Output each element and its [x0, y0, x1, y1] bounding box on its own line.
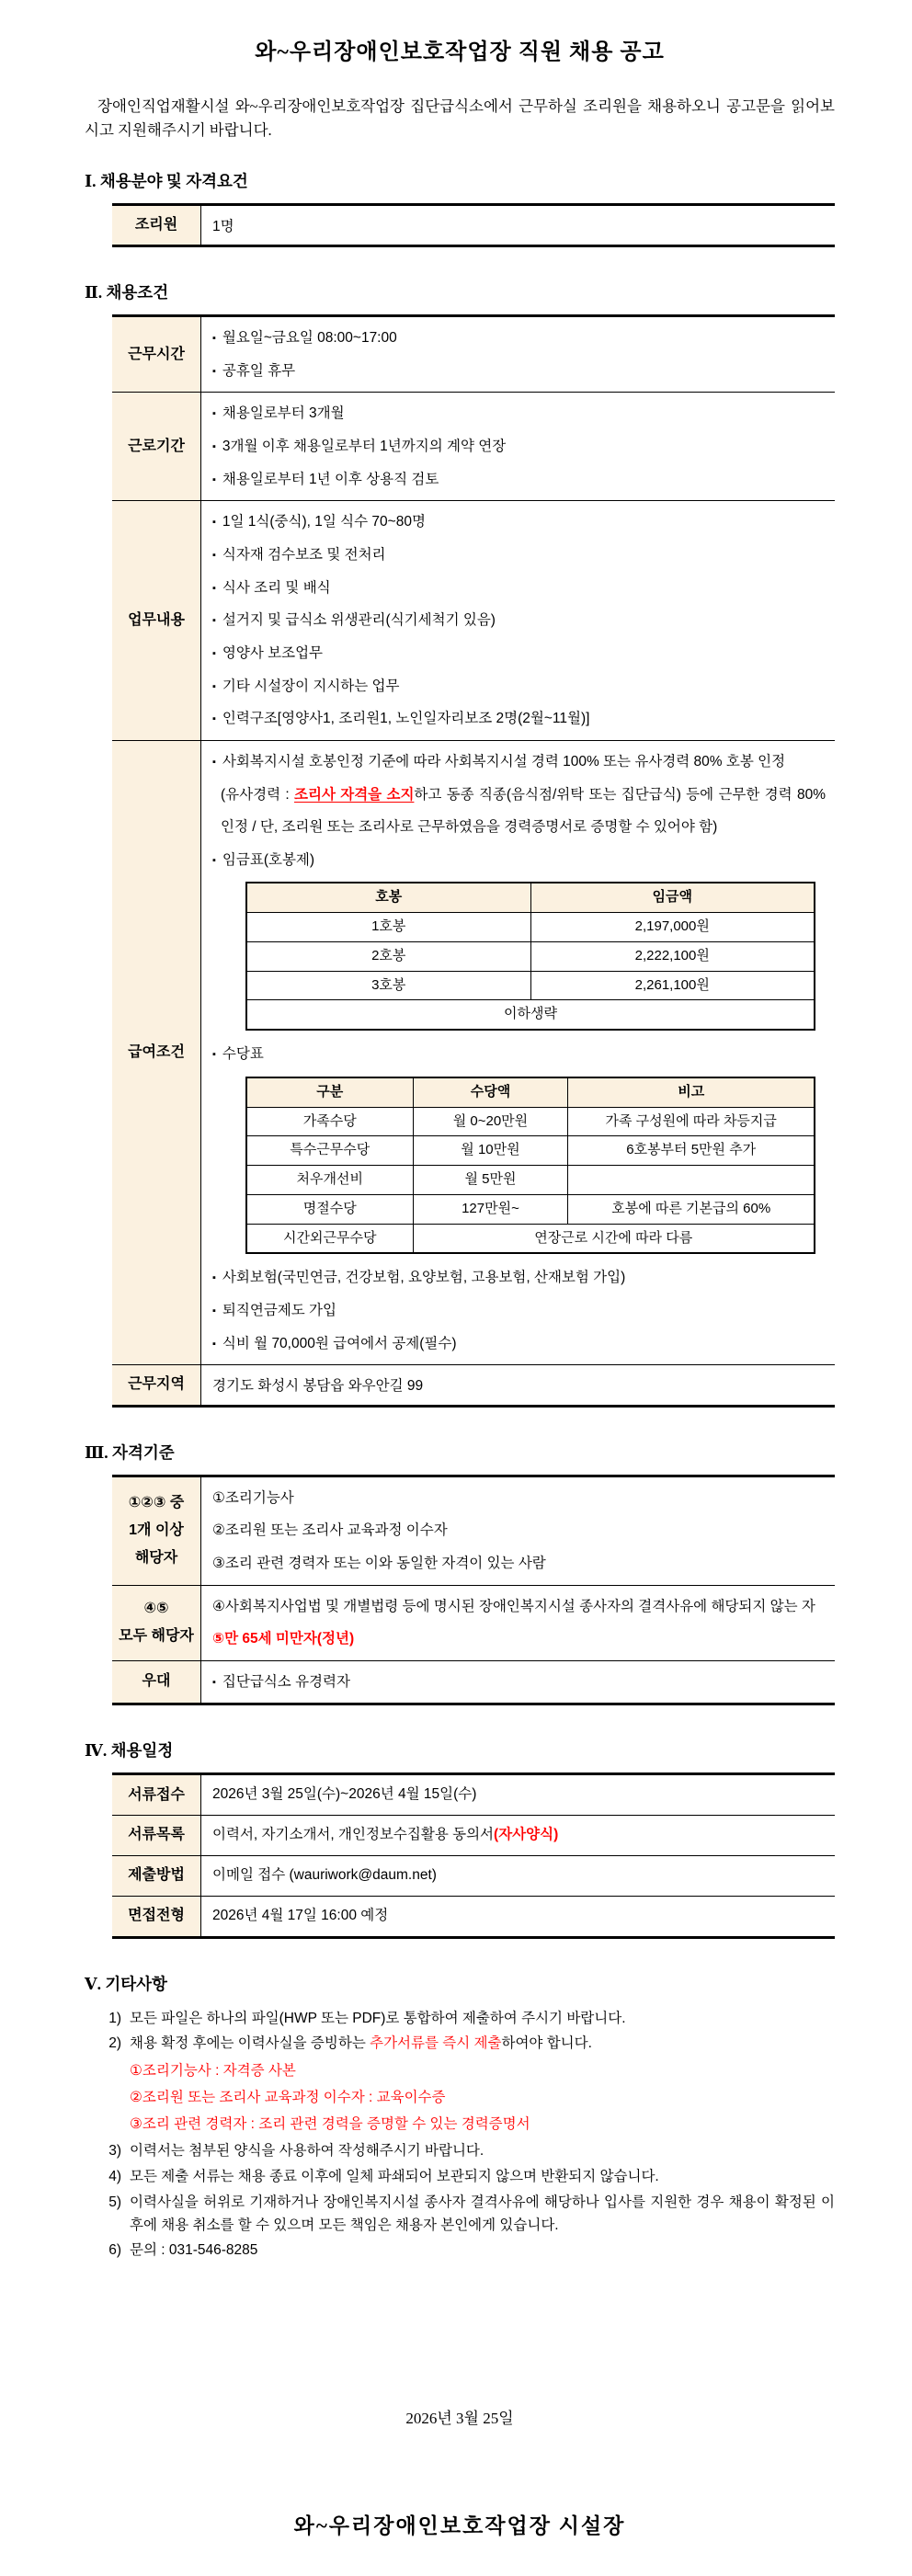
- bullet-item: ▪ 영양사 보조업무: [212, 637, 826, 670]
- document-list-red-note: (자사양식): [494, 1827, 559, 1843]
- row-value-work-period: [201, 393, 836, 501]
- bullet-item: ▪ 식자재 검수보조 및 전처리: [212, 539, 826, 572]
- row-label-all-of: [112, 1585, 201, 1660]
- table-row-document-list: [112, 1816, 835, 1856]
- allowance-category: 시간외근무수당: [246, 1224, 413, 1253]
- section5-heading: Ⅴ. 기타사항: [85, 1974, 167, 1993]
- qualification-item: ②조리원 또는 조리사 교육과정 이수자: [212, 1522, 448, 1539]
- allowance-header-category: 구분: [246, 1077, 413, 1107]
- list-item-text: [130, 2033, 835, 2056]
- bullet-item: ▪ 식사 조리 및 배식: [212, 572, 826, 605]
- section1-heading: Ⅰ. 채용분야 및 자격요건: [85, 171, 248, 190]
- item2-prefix: 채용 확정 후에는 이력사실을 증빙하는: [130, 2035, 370, 2052]
- allowance-amount: 월 0~20만원: [413, 1107, 568, 1136]
- allowance-header-amount: 수당액: [413, 1077, 568, 1107]
- label-line: ④⑤: [143, 1600, 169, 1616]
- table-row: [246, 1224, 815, 1253]
- table-row-work-period: [112, 393, 835, 501]
- list-item-text: 이력사실을 허위로 기재하거나 장애인복지시설 종사자 결격사유에 해당하나 입사를 지원한 경우 채용이 확정된 이후에 채용 취소를 할 수 있으며 모든 책임은 채용자 본인에게 있습니다.: [130, 2194, 835, 2233]
- qualification-item: ④사회복지사업법 및 개별법령 등에 명시된 장애인복지시설 종사자의 결격사유에 해당되지 않는 자: [212, 1598, 815, 1614]
- qualification-item-age-limit: ⑤만 65세 미만자(정년): [212, 1631, 355, 1647]
- list-item-number: 1): [108, 2010, 121, 2026]
- bullet-item-wage-table-label: ▪ 임금표(호봉제): [212, 844, 826, 877]
- bullet-item: ▪ 3개월 이후 채용일로부터 1년까지의 계약 연장: [212, 430, 826, 463]
- list-item: [99, 2008, 835, 2031]
- allowance-remark: 가족 구성원에 따라 차등지급: [568, 1107, 815, 1136]
- list-item: [99, 2033, 835, 2056]
- table-row-qualification-any: [112, 1476, 835, 1585]
- bullet-item: ▪ 채용일로부터 3개월: [212, 397, 826, 430]
- note-suffix: 하고 동종 직종(음식점/위탁 또는 집단급식) 등에 근무한 경력 80% 인정 / 단, 조리원 또는 조리사로 근무하였음을 경력증명서로 증명할 수 있어야 함): [221, 786, 826, 836]
- allowance-header-remark: 비고: [568, 1077, 815, 1107]
- table-row-qualification-all: [112, 1585, 835, 1660]
- table-row: [246, 1000, 815, 1030]
- qualification-table: [112, 1475, 835, 1706]
- label-line: ①②③ 중: [128, 1494, 185, 1510]
- wage-amount: 2,197,000원: [530, 913, 815, 942]
- allowance-category: 처우개선비: [246, 1166, 413, 1195]
- table-row: [112, 204, 835, 245]
- qualification-item: ③조리 관련 경력자 또는 이와 동일한 자격이 있는 사람: [212, 1555, 546, 1571]
- allowance-table: [245, 1077, 815, 1255]
- list-item-text: 이력서는 첨부된 양식을 사용하여 작성해주시기 바랍니다.: [130, 2143, 484, 2160]
- bullet-item: ▪ 1일 1식(중식), 1일 식수 70~80명: [212, 506, 826, 539]
- bullet-item-allowance-table-label: ▪ 수당표: [212, 1038, 826, 1071]
- row-label-preference: 우대: [112, 1660, 201, 1704]
- table-row: [246, 1136, 815, 1166]
- row-label-any-of: [112, 1476, 201, 1585]
- row-label-work-period: 근로기간: [112, 393, 201, 501]
- bullet-item: ▪ 기타 시설장이 지시하는 업무: [212, 670, 826, 703]
- row-value-interview: 2026년 4월 17일 16:00 예정: [212, 1907, 389, 1923]
- note-red-highlight: 조리사 자격을 소지: [294, 786, 415, 803]
- bullet-item: ▪ 집단급식소 유경력자: [212, 1666, 826, 1699]
- table-row-salary: [112, 740, 835, 1364]
- label-line: 모두 해당자: [119, 1628, 194, 1645]
- row-label-application-period: 서류접수: [112, 1774, 201, 1816]
- list-item: [99, 2140, 835, 2163]
- table-row: [246, 1194, 815, 1224]
- section4-heading: Ⅳ. 채용일정: [85, 1741, 174, 1761]
- allowance-category: 명절수당: [246, 1194, 413, 1224]
- table-row: [246, 941, 815, 971]
- row-value-submission-method: 이메일 접수 (wauriwork@daum.net): [201, 1856, 836, 1897]
- bullet-item: ▪ 공휴일 휴무: [212, 355, 826, 388]
- list-item: [99, 2166, 835, 2189]
- label-line: 해당자: [134, 1550, 178, 1567]
- list-item-number: 6): [108, 2242, 121, 2259]
- row-value-work-hours: [201, 316, 836, 393]
- similar-career-note: [212, 779, 826, 844]
- wage-amount: 2,222,100원: [530, 941, 815, 971]
- bullet-item: ▪ 사회복지시설 호봉인정 기준에 따라 사회복지시설 경력 100% 또는 유사경력 80% 호봉 인정: [212, 746, 826, 779]
- list-item-number: 3): [108, 2143, 121, 2160]
- wage-grade: 2호봉: [246, 941, 530, 971]
- intro-paragraph: 장애인직업재활시설 와~우리장애인보호작업장 집단급식소에서 근무하실 조리원을 채용하오니 공고문을 읽어보시고 지원해주시기 바랍니다.: [85, 97, 835, 140]
- table-row-work-hours: [112, 316, 835, 393]
- row-label-salary: 급여조건: [112, 740, 201, 1364]
- wage-table: [245, 882, 815, 1031]
- bullet-item: ▪ 설거지 및 급식소 위생관리(식기세척기 있음): [212, 604, 826, 637]
- table-row-preference: [112, 1660, 835, 1704]
- row-value-duties: [201, 501, 836, 740]
- list-item-text: 모든 제출 서류는 채용 종료 이후에 일체 파쇄되어 보관되지 않으며 반환되지 않습니다.: [130, 2169, 659, 2185]
- bullet-item: ▪ 식비 월 70,000원 급여에서 공제(필수): [212, 1328, 826, 1361]
- wage-table-footer: 이하생략: [246, 1000, 815, 1030]
- qualification-item: ①조리기능사: [212, 1489, 294, 1506]
- sub-list-item: ②조리원 또는 조리사 교육과정 이수자 : 교육이수증: [130, 2089, 446, 2105]
- list-item-number: 4): [108, 2169, 121, 2185]
- table-header-row: [246, 883, 815, 912]
- list-item: [99, 2192, 835, 2238]
- wage-grade: 3호봉: [246, 971, 530, 1000]
- table-row: [246, 1166, 815, 1195]
- allowance-merged-value: 연장근로 시간에 따라 다름: [413, 1224, 815, 1253]
- table-row-location: [112, 1365, 835, 1406]
- section3-heading: Ⅲ. 자격기준: [85, 1442, 175, 1462]
- allowance-category: 가족수당: [246, 1107, 413, 1136]
- label-line: 1개 이상: [129, 1522, 184, 1538]
- row-label-interview: 면접전형: [112, 1896, 201, 1937]
- allowance-amount: 127만원~: [413, 1194, 568, 1224]
- sub-list-item: ③조리 관련 경력자 : 조리 관련 경력을 증명할 수 있는 경력증명서: [130, 2115, 530, 2132]
- allowance-amount: 월 5만원: [413, 1166, 568, 1195]
- table-row-submission-method: [112, 1856, 835, 1897]
- employment-conditions-table: [112, 314, 835, 1407]
- row-value-salary: [201, 740, 836, 1364]
- list-item: [99, 2240, 835, 2263]
- allowance-remark: [568, 1166, 815, 1195]
- table-row-application-period: [112, 1774, 835, 1816]
- row-value-headcount: 1명: [212, 218, 234, 234]
- wage-amount: 2,261,100원: [530, 971, 815, 1000]
- wage-header-amount: 임금액: [530, 883, 815, 912]
- list-item-number: 2): [108, 2035, 121, 2052]
- doc-title: 와~우리장애인보호작업장 직원 채용 공고: [255, 40, 665, 64]
- row-value-application-period: 2026년 3월 25일(수)~2026년 4월 15일(수): [201, 1774, 836, 1816]
- section2-heading: Ⅱ. 채용조건: [85, 283, 169, 302]
- row-label-work-hours: 근무시간: [112, 316, 201, 393]
- sub-list-item: ①조리기능사 : 자격증 사본: [130, 2063, 296, 2080]
- row-label-document-list: 서류목록: [112, 1816, 201, 1856]
- schedule-table: [112, 1772, 835, 1938]
- row-label-location: 근무지역: [112, 1365, 201, 1406]
- posting-date: 2026년 3월 25일: [405, 2410, 514, 2428]
- table-row: [246, 913, 815, 942]
- table-row-duties: [112, 501, 835, 740]
- recruit-field-table: [112, 203, 835, 247]
- allowance-category: 특수근무수당: [246, 1136, 413, 1166]
- item2-suffix: 하여야 합니다.: [501, 2035, 592, 2052]
- row-value-all-of: [201, 1585, 836, 1660]
- row-label-duties: 업무내용: [112, 501, 201, 740]
- list-item-text: 모든 파일은 하나의 파일(HWP 또는 PDF)로 통합하여 제출하여 주시기 바랍니다.: [130, 2010, 626, 2026]
- note-prefix: (유사경력 :: [221, 786, 294, 803]
- table-row: [246, 1107, 815, 1136]
- row-value-preference: [201, 1660, 836, 1704]
- bullet-item: ▪ 퇴직연금제도 가입: [212, 1294, 826, 1328]
- row-value-document-list: [201, 1816, 836, 1856]
- row-label-cook: 조리원: [112, 204, 201, 245]
- document-list-text: 이력서, 자기소개서, 개인정보수집활용 동의서: [212, 1827, 495, 1843]
- item2-red-highlight: 추가서류를 즉시 제출: [370, 2035, 502, 2052]
- signature: 와~우리장애인보호작업장 시설장: [293, 2514, 626, 2538]
- table-row-interview: [112, 1896, 835, 1937]
- contact-phone: 문의 : 031-546-8285: [130, 2242, 258, 2259]
- misc-notes-list: [99, 2008, 835, 2263]
- allowance-remark: 호봉에 따른 기본급의 60%: [568, 1194, 815, 1224]
- table-row: [246, 971, 815, 1000]
- bullet-item: ▪ 월요일~금요일 08:00~17:00: [212, 322, 826, 355]
- wage-grade: 1호봉: [246, 913, 530, 942]
- row-value-location: 경기도 화성시 봉담읍 와우안길 99: [212, 1378, 424, 1395]
- bullet-item: ▪ 채용일로부터 1년 이후 상용직 검토: [212, 463, 826, 496]
- row-value-any-of: [201, 1476, 836, 1585]
- allowance-amount: 월 10만원: [413, 1136, 568, 1166]
- list-item-number: 5): [108, 2194, 121, 2210]
- wage-header-grade: 호봉: [246, 883, 530, 912]
- bullet-item: ▪ 사회보험(국민연금, 건강보험, 요양보험, 고용보험, 산재보험 가입): [212, 1261, 826, 1294]
- table-header-row: [246, 1077, 815, 1107]
- bullet-item: ▪ 인력구조[영양사1, 조리원1, 노인일자리보조 2명(2월~11월)]: [212, 702, 826, 735]
- allowance-remark: 6호봉부터 5만원 추가: [568, 1136, 815, 1166]
- row-label-submission-method: 제출방법: [112, 1856, 201, 1897]
